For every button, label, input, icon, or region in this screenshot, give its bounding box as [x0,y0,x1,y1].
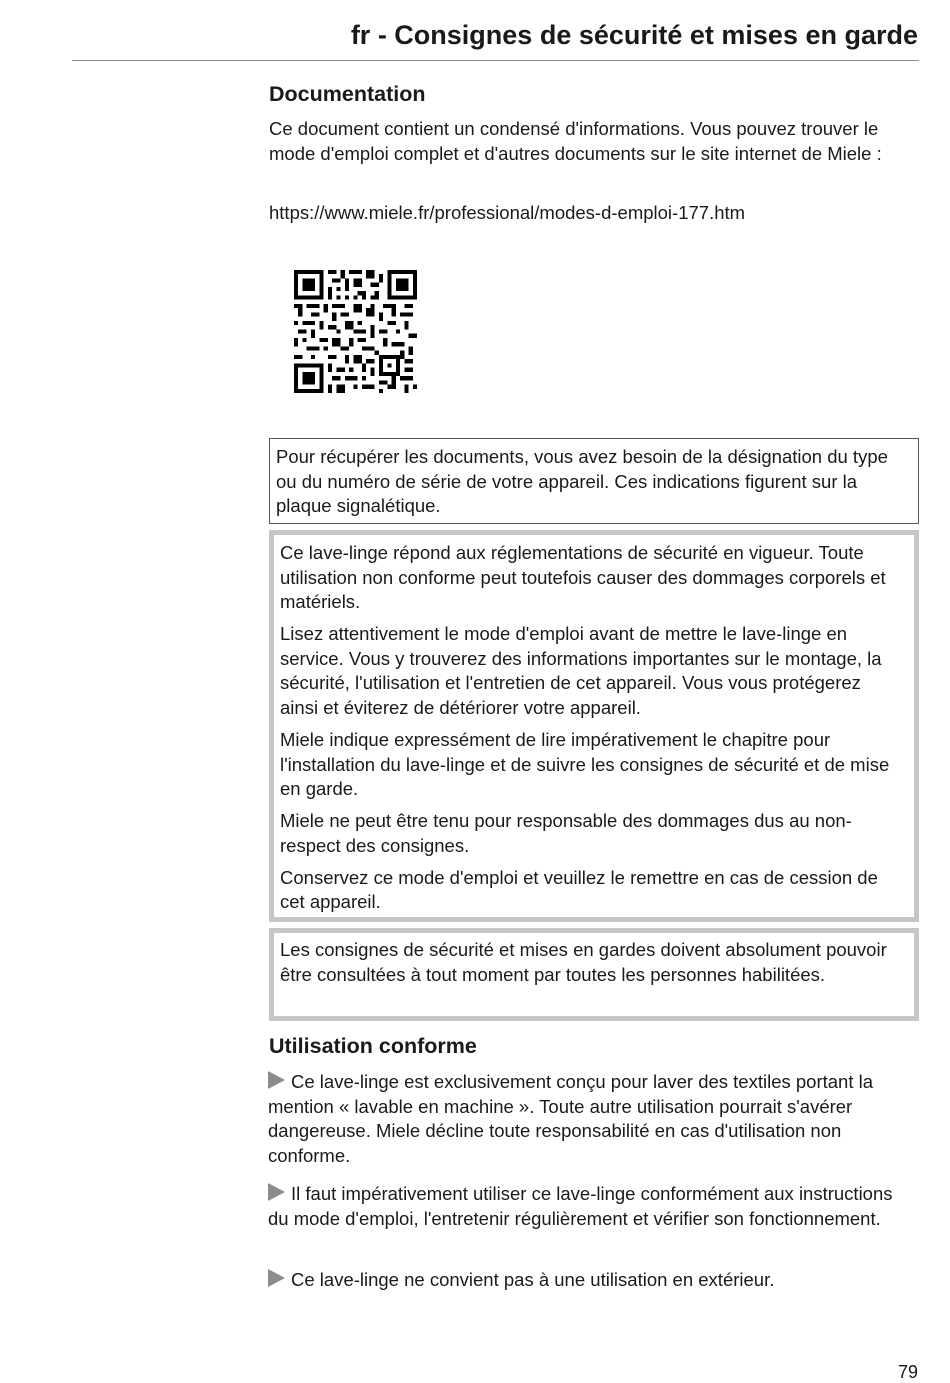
page-header-title: fr - Consignes de sécurité et mises en garde [350,20,918,50]
documentation-intro: Ce document contient un condensé d'informations. Vous pouvez trouver le mode d'emploi complet et d'autres documents sur le site internet de Miele : [269,118,882,164]
list-item [268,1268,918,1293]
page-number: 79 [897,1362,918,1382]
safety-paragraph: Miele indique expressément de lire impérativement le chapitre pour l'installation du lave-linge et de suivre les consignes de sécurité et de mise en garde. [280,728,890,800]
list-item-text: Ce lave-linge ne convient pas à une utilisation en extérieur. [291,1269,775,1290]
triangle-bullet-icon [268,1071,285,1089]
safety-paragraph: Miele ne peut être tenu pour responsable des dommages dus au non-respect des consignes. [280,810,852,856]
access-warning-text: Les consignes de sécurité et mises en gardes doivent absolument pouvoir être consultées à tout moment par toutes les personnes habilitées. [280,939,887,985]
intended-use-heading: Utilisation conforme [269,1034,477,1058]
header-divider [72,60,919,61]
document-retrieval-note: Pour récupérer les documents, vous avez besoin de la désignation du type ou du numéro de série de votre appareil. Ces indications figurent sur la plaque signalétique. [269,438,919,524]
safety-paragraph: Ce lave-linge répond aux réglementations de sécurité en vigueur. Toute utilisation non conforme peut toutefois causer des dommages corporels et matériels. [280,542,886,613]
list-item-text: Il faut impérativement utiliser ce lave-linge conformément aux instructions du mode d'emploi, l'entretenir régulièrement et vérifier son fonctionnement. [268,1183,893,1229]
triangle-bullet-icon [268,1269,285,1287]
documentation-heading: Documentation [269,82,426,106]
list-item [268,1182,918,1231]
list-item [268,1070,918,1168]
list-item-text: Ce lave-linge est exclusivement conçu pour laver des textiles portant la mention « lavable en machine ». Toute autre utilisation pourrait s'avérer dangereuse. Miele décline toute responsabilité en cas d'utilisation non conforme. [268,1071,874,1166]
access-warning-box [269,928,919,1021]
safety-paragraph: Lisez attentivement le mode d'emploi avant de mettre le lave-linge en service. Vous y trouverez des informations importantes sur le montage, la sécurité, l'utilisation et l'entretien de cet appareil. Vous vous protégerez ainsi et éviterez de détériorer votre appareil. [280,623,882,718]
documentation-url-link[interactable]: https://www.miele.fr/professional/modes-d-emploi-177.htm [269,202,746,223]
safety-warning-box [269,530,919,922]
triangle-bullet-icon [268,1183,285,1201]
qr-code-icon[interactable] [294,270,417,393]
safety-paragraph: Conservez ce mode d'emploi et veuillez le remettre en cas de cession de cet appareil. [280,866,878,913]
